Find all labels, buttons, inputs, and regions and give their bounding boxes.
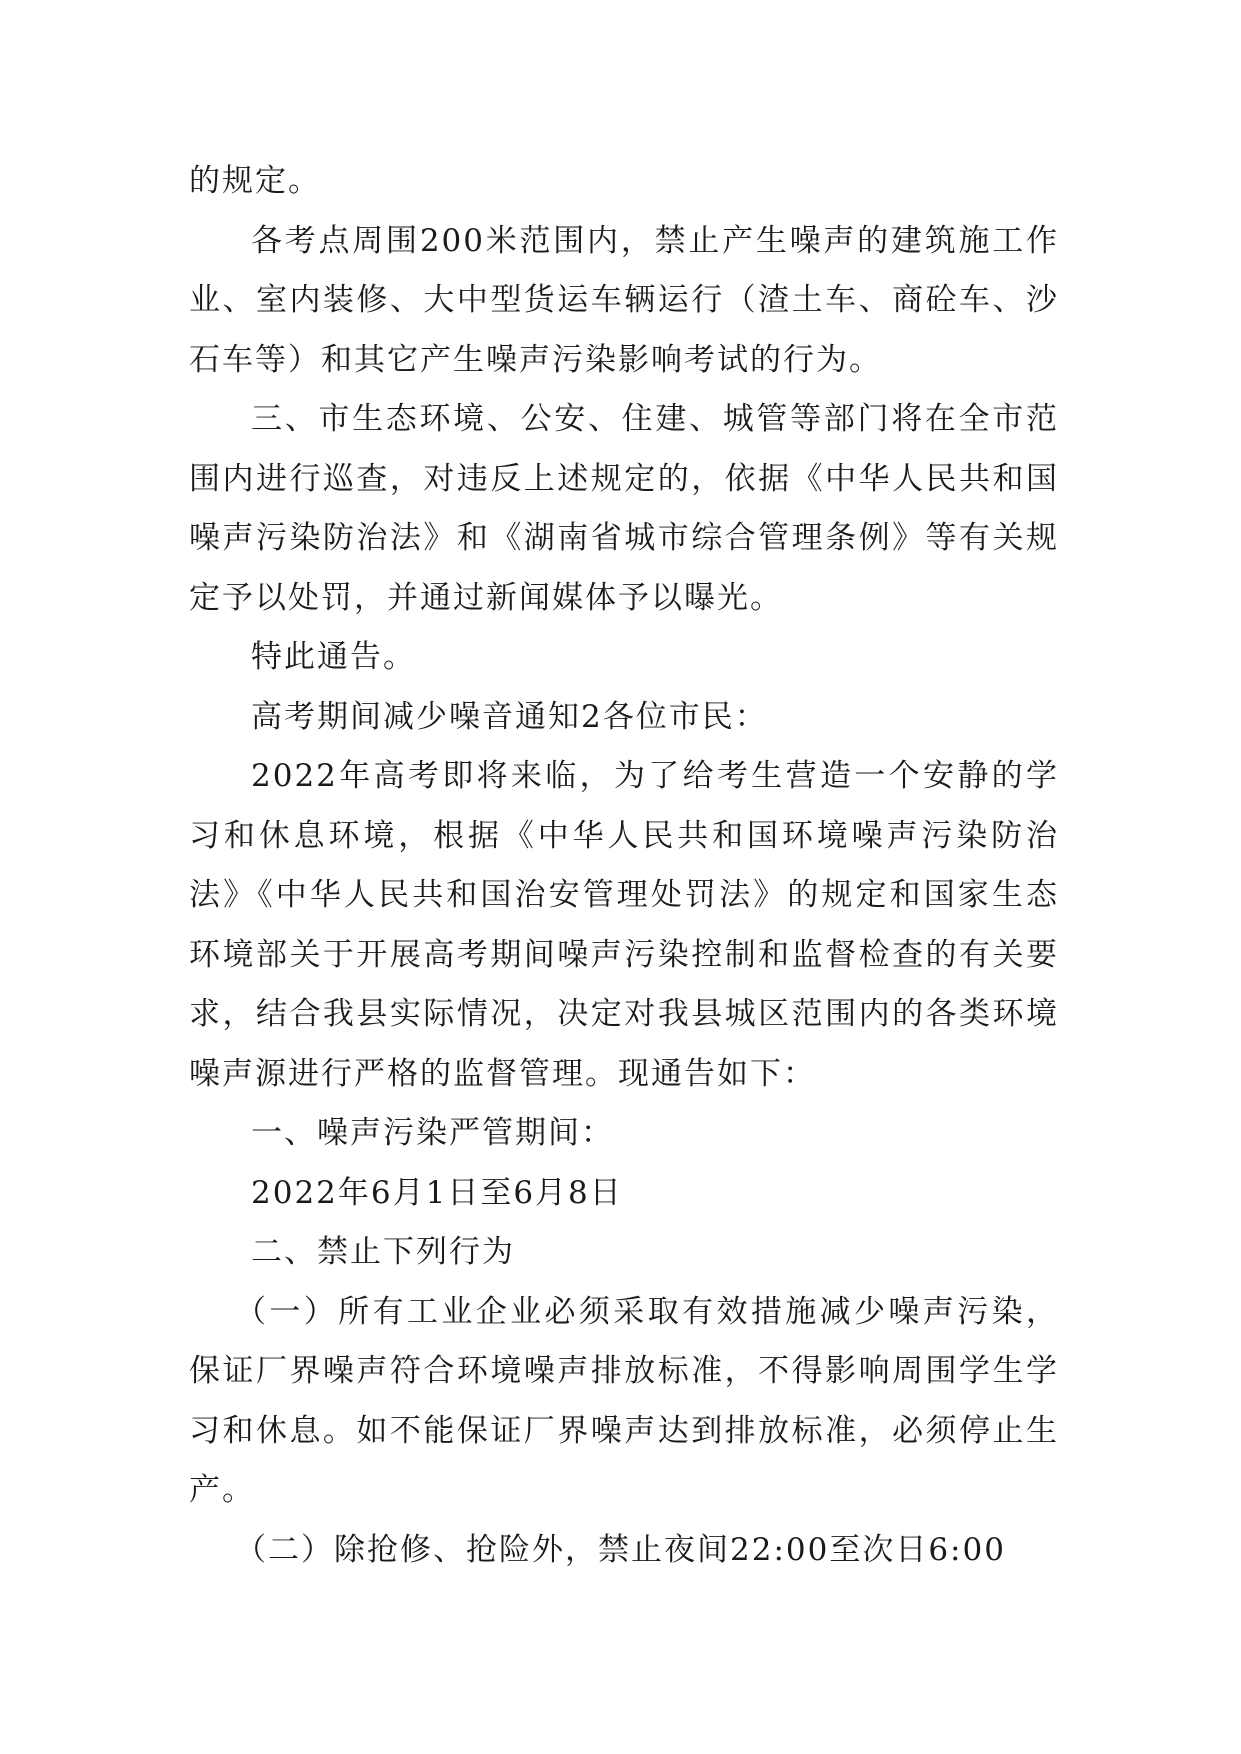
paragraph-9: 二、禁止下列行为 [251, 1234, 515, 1270]
paragraph-6: 2022年高考即将来临，为了给考生营造一个安静的学习和休息环境，根据《中华人民共和国环境噪声污染防治法》《中华人民共和国治安管理处罚法》的规定和国家生态环境部关于开展高考期间噪声污染控制和监督检查的有关要求，结合我县实际情况，决定对我县城区范围内的各类环境噪声源进行严格的监督管理。现通告如下： [189, 758, 1059, 1092]
paragraph-7: 一、噪声污染严管期间： [251, 1115, 614, 1151]
paragraph-4: 特此通告。 [251, 639, 416, 675]
paragraph-10: （一）所有工业企业必须采取有效措施减少噪声污染，保证厂界噪声符合环境噪声排放标准，不得影响周围学生学习和休息。如不能保证厂界噪声达到排放标准，必须停止生产。 [189, 1293, 1059, 1508]
paragraph-2: 各考点周围200米范围内，禁止产生噪声的建筑施工作业、室内装修、大中型货运车辆运行（渣土车、商砼车、沙石车等）和其它产生噪声污染影响考试的行为。 [189, 222, 1059, 378]
paragraph-5: 高考期间减少噪音通知2各位市民： [251, 698, 768, 735]
document-body [189, 152, 1059, 1580]
paragraph-1: 的规定。 [189, 163, 321, 199]
paragraph-3: 三、市生态环境、公安、住建、城管等部门将在全市范围内进行巡查，对违反上述规定的，依据《中华人民共和国噪声污染防治法》和《湖南省城市综合管理条例》等有关规定予以处罚，并通过新闻媒体予以曝光。 [189, 401, 1059, 616]
paragraph-11: （二）除抢修、抢险外，禁止夜间22:00至次日6:00 [235, 1531, 1006, 1568]
paragraph-8: 2022年6月1日至6月8日 [251, 1174, 623, 1211]
